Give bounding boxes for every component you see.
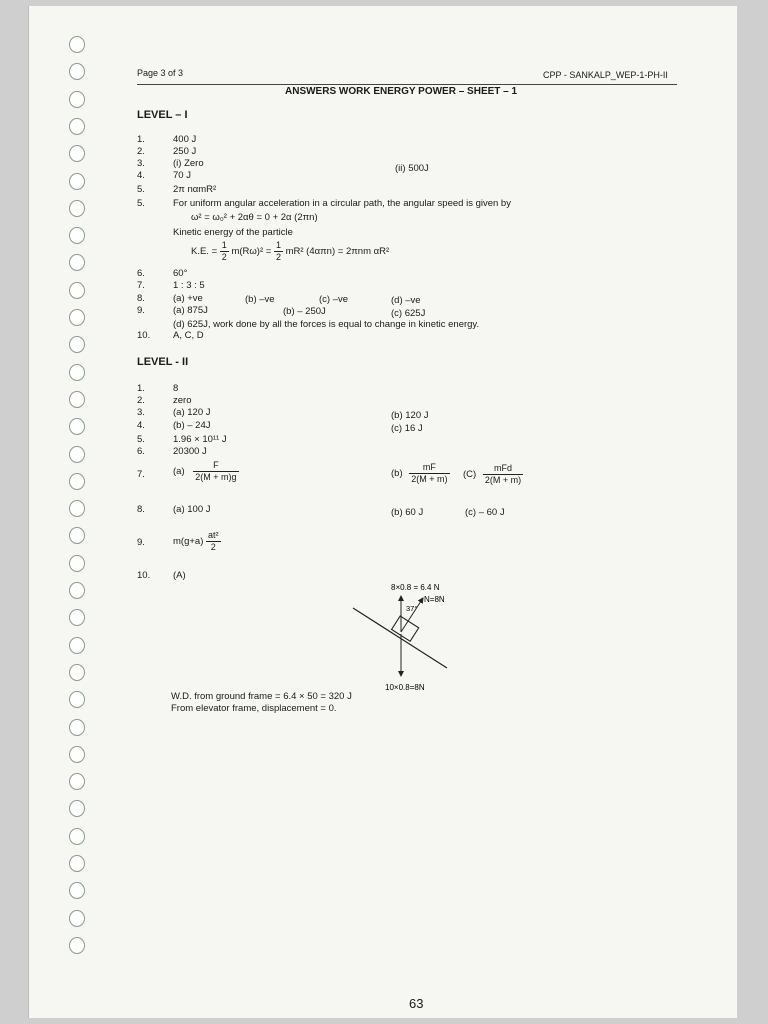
binder-hole xyxy=(69,446,85,463)
binder-hole xyxy=(69,773,85,790)
binder-hole xyxy=(69,555,85,572)
answer: (a) 875J xyxy=(173,305,208,316)
answer: (b) – 24J xyxy=(173,420,211,431)
binder-hole xyxy=(69,173,85,190)
q-number: 9. xyxy=(137,305,145,316)
q-number: 10. xyxy=(137,330,151,341)
binder-hole xyxy=(69,63,85,80)
header-rule xyxy=(137,84,677,85)
work-done-ground: W.D. from ground frame = 6.4 × 50 = 320 J xyxy=(171,691,352,702)
q-number: 6. xyxy=(137,268,145,279)
q-number: 5. xyxy=(137,198,145,209)
answer: (d) –ve xyxy=(391,295,421,306)
q-number: 7. xyxy=(137,469,145,480)
answer: zero xyxy=(173,395,192,406)
q-number: 8. xyxy=(137,293,145,304)
level-1-heading: LEVEL – I xyxy=(137,109,188,121)
answer-sheet-page xyxy=(28,6,737,1018)
q-number: 7. xyxy=(137,280,145,291)
answer: (c) – 60 J xyxy=(465,507,505,518)
page-number: 63 xyxy=(409,996,424,1011)
ke-equation: K.E. = $\frac{1}{2}$ m(Rω)² = $\frac{1}{2}$ mR² (4απn) = 2πnm αR² xyxy=(191,240,390,262)
binder-hole xyxy=(69,336,85,353)
answer: 8 xyxy=(173,383,179,394)
answer: 20300 J xyxy=(173,446,207,457)
q-number: 9. xyxy=(137,537,145,548)
answer: (b) 60 J xyxy=(391,507,424,518)
q-number: 8. xyxy=(137,504,145,515)
normal-force-label: N=8N xyxy=(424,595,445,604)
sheet-code: CPP - SANKALP_WEP-1-PH-II xyxy=(543,70,668,80)
answer: (c) 625J xyxy=(391,308,426,319)
answer: (ii) 500J xyxy=(395,163,429,174)
answer: 400 J xyxy=(173,134,197,145)
binder-hole xyxy=(69,882,85,899)
answer: (a) +ve xyxy=(173,293,203,304)
answer: 250 J xyxy=(173,146,197,157)
binder-hole xyxy=(69,118,85,135)
q-number: 2. xyxy=(137,146,145,157)
binder-hole xyxy=(69,719,85,736)
binder-hole xyxy=(69,282,85,299)
binder-hole xyxy=(69,527,85,544)
binder-hole xyxy=(69,910,85,927)
page-title: ANSWERS WORK ENERGY POWER – SHEET – 1 xyxy=(285,86,518,97)
answer: (d) 625J, work done by all the forces is equal to change in kinetic energy. xyxy=(173,319,480,330)
answer: For uniform angular acceleration in a circular path, the angular speed is given by xyxy=(173,198,511,209)
binder-hole xyxy=(69,254,85,271)
binder-hole xyxy=(69,36,85,53)
weight-label: 10×0.8=8N xyxy=(385,683,425,692)
answer: (c) 16 J xyxy=(391,423,423,434)
answer: 1.96 × 10¹¹ J xyxy=(173,434,227,445)
answer-9: m(g+a) $\frac{\text{at²}}{2}$ xyxy=(173,530,219,552)
answer: 70 J xyxy=(173,170,191,181)
binder-hole xyxy=(69,746,85,763)
binder-hole xyxy=(69,582,85,599)
binder-hole xyxy=(69,855,85,872)
page-indicator: Page 3 of 3 xyxy=(137,68,184,78)
q-number: 2. xyxy=(137,395,145,406)
binder-hole xyxy=(69,145,85,162)
q-number: 1. xyxy=(137,383,145,394)
answer: (A) xyxy=(173,570,186,581)
q-number: 6. xyxy=(137,446,145,457)
top-force-label: 8×0.8 = 6.4 N xyxy=(391,583,440,592)
binder-holes xyxy=(69,36,99,996)
binder-hole xyxy=(69,691,85,708)
q-number: 10. xyxy=(137,570,151,581)
answer: A, C, D xyxy=(173,330,204,341)
binder-hole xyxy=(69,937,85,954)
binder-hole xyxy=(69,91,85,108)
binder-hole xyxy=(69,800,85,817)
q-number: 4. xyxy=(137,420,145,431)
answer-7a: (a) $\frac{F}{2(M + m)g}$ xyxy=(173,460,237,482)
answer: (c) –ve xyxy=(319,294,349,305)
block xyxy=(392,616,419,641)
binder-hole xyxy=(69,828,85,845)
q-number: 5. xyxy=(137,434,145,445)
answer: 60° xyxy=(173,268,188,279)
answer: (i) Zero xyxy=(173,158,204,169)
work-done-elevator: From elevator frame, displacement = 0. xyxy=(171,703,337,714)
answer: (b) 120 J xyxy=(391,410,429,421)
answer-7b: (b) $\frac{mF}{2(M + m)}$ xyxy=(391,462,448,484)
angle-label: 37° xyxy=(406,604,418,613)
answer: (a) 100 J xyxy=(173,504,211,515)
answer: (b) – 250J xyxy=(283,306,326,317)
binder-hole xyxy=(69,500,85,517)
answer: 2π nαmR² xyxy=(173,184,217,195)
binder-hole xyxy=(69,637,85,654)
binder-hole xyxy=(69,664,85,681)
binder-hole xyxy=(69,473,85,490)
q-number: 3. xyxy=(137,407,145,418)
level-2-heading: LEVEL - II xyxy=(137,356,189,368)
answer: 1 : 3 : 5 xyxy=(173,280,205,291)
force-diagram xyxy=(329,576,489,696)
binder-hole xyxy=(69,309,85,326)
q-number: 4. xyxy=(137,170,145,181)
q-number: 1. xyxy=(137,134,145,145)
equation-omega: ω² = ω₀² + 2αθ = 0 + 2α (2πn) xyxy=(191,212,318,223)
answer-7c: (C) $\frac{\text{mFd}}{2(M + m)}$ xyxy=(463,463,522,485)
q-number: 3. xyxy=(137,158,145,169)
binder-hole xyxy=(69,200,85,217)
ke-label: Kinetic energy of the particle xyxy=(173,227,293,238)
answer: (b) –ve xyxy=(245,294,275,305)
answer: (a) 120 J xyxy=(173,407,211,418)
q-number: 5. xyxy=(137,184,145,195)
binder-hole xyxy=(69,364,85,381)
binder-hole xyxy=(69,391,85,408)
binder-hole xyxy=(69,227,85,244)
binder-hole xyxy=(69,609,85,626)
binder-hole xyxy=(69,418,85,435)
